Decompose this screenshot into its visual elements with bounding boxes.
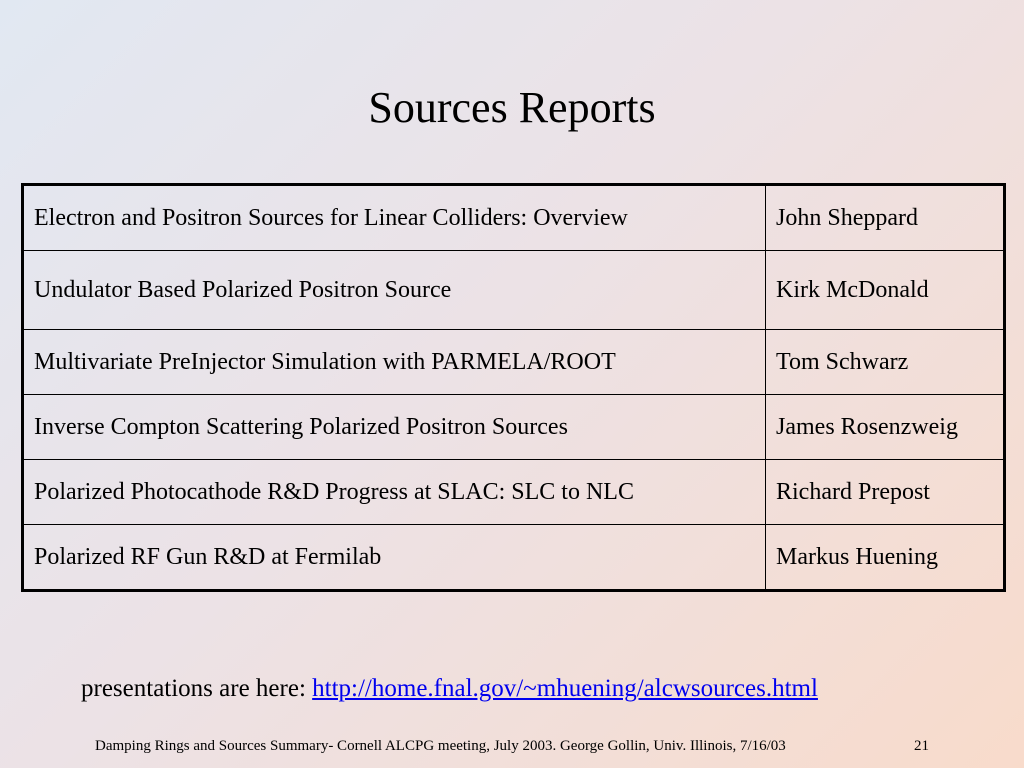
- presentations-prefix: presentations are here:: [81, 675, 313, 702]
- report-presenter: Tom Schwarz: [766, 330, 1005, 395]
- presentations-note: [81, 674, 818, 704]
- report-presenter: Markus Huening: [766, 525, 1005, 591]
- report-title: Multivariate PreInjector Simulation with PARMELA/ROOT: [23, 330, 766, 395]
- presentations-link[interactable]: http://home.fnal.gov/~mhuening/alcwsources.html: [312, 675, 818, 702]
- table-row: [23, 525, 1005, 591]
- table-row: [23, 460, 1005, 525]
- report-title: Undulator Based Polarized Positron Source: [23, 251, 766, 330]
- report-title: Polarized RF Gun R&D at Fermilab: [23, 525, 766, 591]
- reports-table: [21, 183, 1006, 592]
- report-presenter: Richard Prepost: [766, 460, 1005, 525]
- slide-footer: Damping Rings and Sources Summary- Cornell ALCPG meeting, July 2003. George Gollin, Univ. Illinois, 7/16/03: [95, 738, 786, 754]
- report-title: Inverse Compton Scattering Polarized Positron Sources: [23, 395, 766, 460]
- page-number: 21: [914, 738, 929, 754]
- slide-title: Sources Reports: [368, 83, 656, 132]
- table-row: [23, 251, 1005, 330]
- table-row: [23, 185, 1005, 251]
- table-row: [23, 330, 1005, 395]
- report-presenter: James Rosenzweig: [766, 395, 1005, 460]
- table-row: [23, 395, 1005, 460]
- report-title: Polarized Photocathode R&D Progress at SLAC: SLC to NLC: [23, 460, 766, 525]
- report-presenter: Kirk McDonald: [766, 251, 1005, 330]
- report-title: Electron and Positron Sources for Linear Colliders: Overview: [23, 185, 766, 251]
- report-presenter: John Sheppard: [766, 185, 1005, 251]
